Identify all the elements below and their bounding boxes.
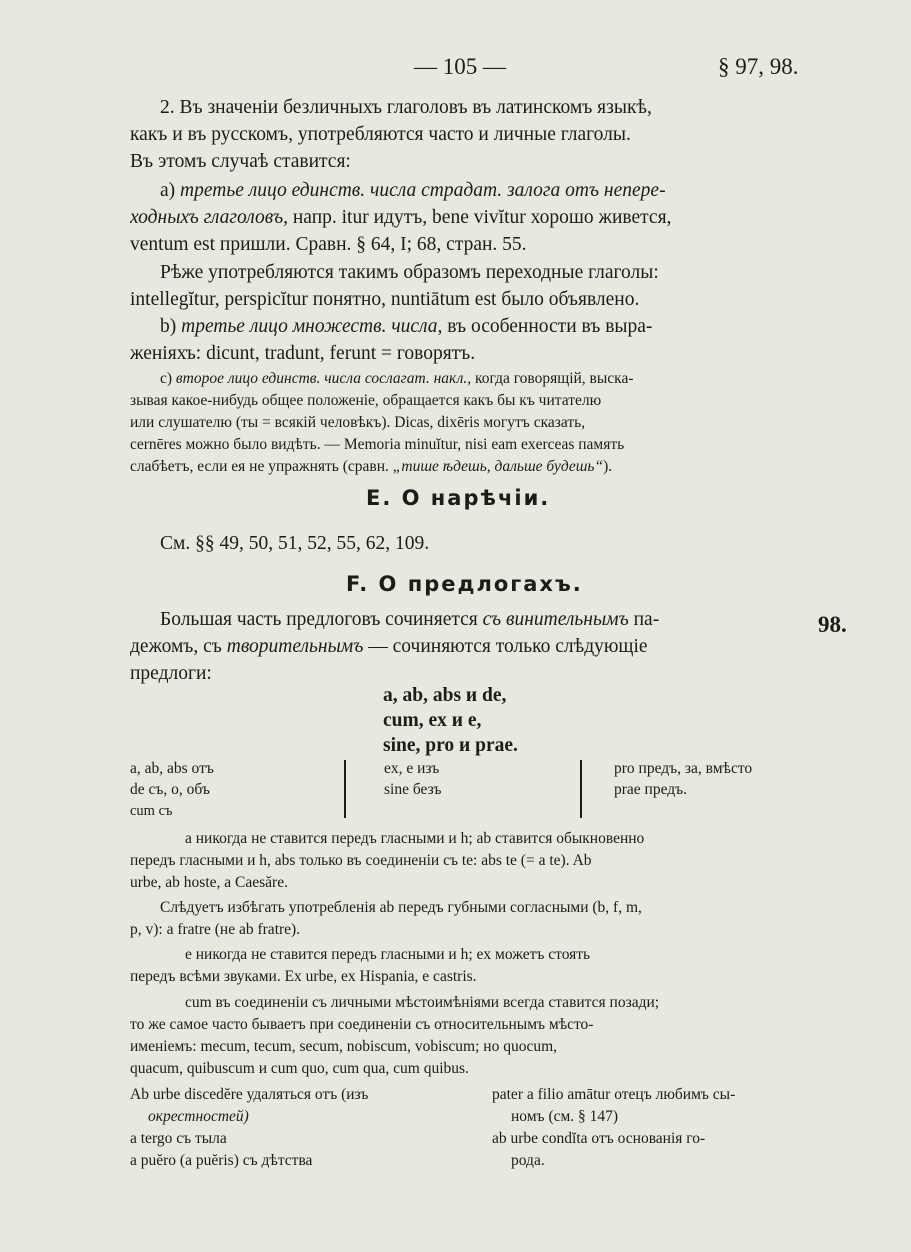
note-line: зывая какое-нибудь общее положеніе, обращается какъ бы къ читателю [130,392,602,409]
table-cell: prae предъ. [614,781,688,798]
note-line: передъ гласными и h, abs только въ соединеніи съ te: abs te (= a te). Ab [130,852,592,869]
paragraph-line: ходныхъ глаголовъ, напр. itur идутъ, bene vivĭtur хорошо живется, [130,207,672,228]
cross-reference: См. §§ 49, 50, 51, 52, 55, 62, 109. [160,533,430,554]
table-cell: a, ab, abs отъ [130,760,214,777]
paragraph-line: ventum est пришли. Сравн. § 64, I; 68, стран. 55. [130,234,527,255]
paragraph-line: дежомъ, съ творительнымъ — сочиняются только слѣдующіе [130,636,648,657]
note-line: a никогда не ставится передъ гласными и h; ab ставится обыкновенно [185,830,645,847]
note-line: urbe, ab hoste, a Caesăre. [130,874,288,891]
note-line: p, v): a fratre (не ab fratre). [130,921,301,938]
paragraph-line: Рѣже употребляются такимъ образомъ переходные глаголы: [160,262,659,283]
example-right: рода. [511,1152,545,1169]
example-left: окрестностей) [148,1108,249,1125]
note-line: или слушателю (ты = всякій человѣкъ). Dicas, dixēris могутъ сказать, [130,414,586,431]
paragraph-line: Въ этомъ случаѣ ставится: [130,151,351,172]
table-divider [344,760,346,818]
preposition-list-item: cum, ex и e, [383,710,482,731]
example-right: номъ (см. § 147) [511,1108,619,1125]
paragraph-line: 2. Въ значеніи безличныхъ глаголовъ въ латинскомъ языкѣ, [160,97,652,118]
example-right: ab urbe condĭta отъ основанія го- [492,1130,706,1147]
preposition-list-item: a, ab, abs и de, [383,685,507,706]
example-right: pater a filio amātur отецъ любимъ сы- [492,1086,736,1103]
paragraph-line: b) третье лицо множеств. числа, въ особенности въ выра- [160,316,653,337]
note-line: e никогда не ставится передъ гласными и h; ex можетъ стоять [185,946,591,963]
paragraph-line: женіяхъ: dicunt, tradunt, ferunt = говорятъ. [130,343,476,364]
example-left: a tergo съ тыла [130,1130,227,1147]
note-line: cernēres можно было видѣть. — Memoria minuĭtur, nisi eam exerceas память [130,436,625,453]
paragraph-line: intellegĭtur, perspicĭtur понятно, nuntiātum est было объявлено. [130,289,640,310]
note-line: Слѣдуетъ избѣгать употребленія ab передъ губными согласными (b, f, m, [160,899,642,916]
section-heading: E. О нарѣчіи. [366,486,551,510]
paragraph-line: Большая часть предлоговъ сочиняется съ винительнымъ па- [160,609,660,630]
note-line: c) второе лицо единств. числа сослагат. накл., когда говорящій, выска- [160,370,634,387]
table-cell: de съ, о, объ [130,781,210,798]
note-line: cum въ соединеніи съ личными мѣстоимѣніями всегда ставится позади; [185,994,660,1011]
table-cell: ex, e изъ [384,760,440,777]
preposition-list-item: sine, pro и prae. [383,735,518,756]
note-line: передъ всѣми звуками. Ex urbe, ex Hispania, e castris. [130,968,477,985]
note-line: слабѣетъ, если ея не упражнять (сравн. „тише ѣдешь, дальше будешь“). [130,458,613,475]
section-heading: F. О предлогахъ. [346,572,583,596]
table-cell: cum съ [130,803,173,819]
table-cell: sine безъ [384,781,442,798]
section-reference: § 97, 98. [718,54,799,79]
example-left: Ab urbe discedĕre удаляться отъ (изъ [130,1086,369,1103]
note-line: то же самое часто бываетъ при соединеніи съ относительнымъ мѣсто- [130,1016,594,1033]
margin-paragraph-number: 98. [818,612,847,637]
table-divider [580,760,582,818]
page-number: — 105 — [414,54,506,79]
note-line: именіемъ: mecum, tecum, secum, nobiscum, vobiscum; но quocum, [130,1038,558,1055]
note-line: quacum, quibuscum и cum quo, cum qua, cum quibus. [130,1060,469,1077]
paragraph-line: a) третье лицо единств. числа страдат. залога отъ непере- [160,180,666,201]
paragraph-line: предлоги: [130,663,212,684]
example-left: a puĕro (a puĕris) съ дѣтства [130,1152,313,1169]
paragraph-line: какъ и въ русскомъ, употребляются часто и личные глаголы. [130,124,631,145]
table-cell: pro предъ, за, вмѣсто [614,760,753,777]
